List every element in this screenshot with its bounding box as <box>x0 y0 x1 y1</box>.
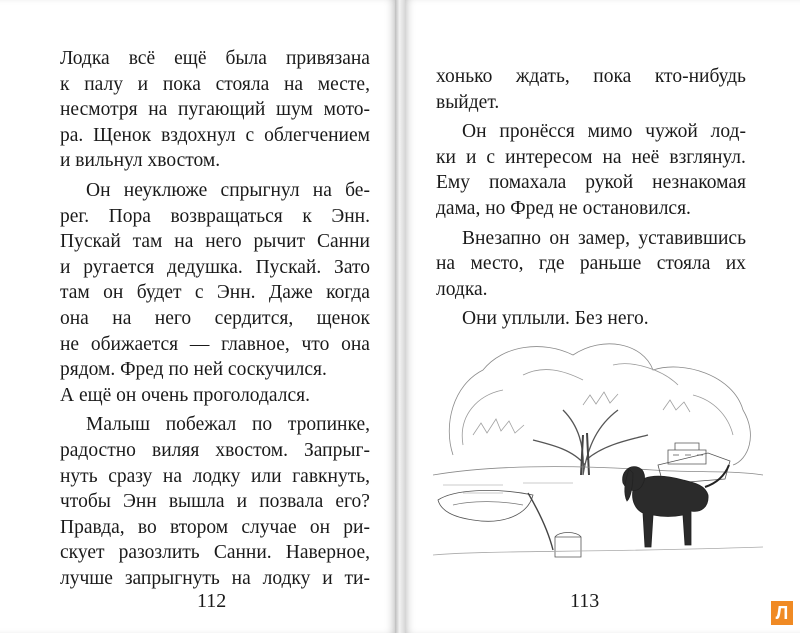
text-line: нуть сразу на лодку или гавкнуть, <box>60 465 370 487</box>
text-line: и ругается дедушка. Пускай. Зато <box>60 256 370 278</box>
text-line: там он будет с Энн. Даже когда <box>60 282 370 304</box>
text-line: рег. Пора возвращаться к Энн. <box>60 205 370 227</box>
text-line: дама, но Фред не остановился. <box>436 197 691 219</box>
text-line: рядом. Фред по ней соскучился. <box>60 359 327 381</box>
text-line: ки и с интересом на неё взглянул. <box>436 146 746 168</box>
text-line: на место, где раньше стояла их <box>436 253 746 275</box>
text-line: Пускай там на него рычит Санни <box>60 231 370 253</box>
text-line: и вильнул хвостом. <box>60 150 221 172</box>
text-line: радостно виляя хвостом. Запрыг- <box>60 439 370 461</box>
text-line: Малыш побежал по тропинке, <box>86 414 370 436</box>
text-line: хонько ждать, пока кто-нибудь <box>436 66 746 87</box>
text-line: чтобы Энн вышла и позвала его? <box>60 491 370 513</box>
text-line: несмотря на пугающий шум мото- <box>60 99 370 121</box>
text-line: Правда, во втором случае он ри- <box>60 516 370 538</box>
page-number-left: 112 <box>197 590 227 612</box>
text-line: выйдет. <box>436 91 500 113</box>
publisher-logo: Л <box>771 601 793 625</box>
book-gutter <box>395 0 405 633</box>
text-line: Они уплыли. Без него. <box>462 308 649 330</box>
text-line: не обижается — главное, что она <box>60 333 370 355</box>
left-page-text <box>60 46 370 591</box>
text-line: Он неуклюже спрыгнул на бе- <box>86 179 370 201</box>
page-number-right: 113 <box>570 590 600 612</box>
text-line: к палу и пока стояла на месте, <box>60 73 370 95</box>
text-line: скует разозлить Санни. Наверное, <box>60 542 370 564</box>
text-line: Лодка всё ещё была привязана <box>60 48 370 69</box>
text-line: Внезапно он замер, уставившись <box>462 227 746 249</box>
text-line: А ещё он очень проголодался. <box>60 384 310 406</box>
text-line: ра. Щенок вздохнул с облегчением <box>60 124 370 146</box>
text-line: Ему помахала рукой незнакомая <box>436 172 746 194</box>
text-line: Он пронёсся мимо чужой лод- <box>462 121 746 143</box>
dog-by-river-illustration-icon <box>433 315 763 565</box>
text-line: она на него сердится, щенок <box>60 307 370 329</box>
text-line: лучше запрыгнуть на лодку и ти- <box>60 567 370 589</box>
text-line: лодка. <box>436 278 488 300</box>
right-page-text <box>436 64 746 332</box>
